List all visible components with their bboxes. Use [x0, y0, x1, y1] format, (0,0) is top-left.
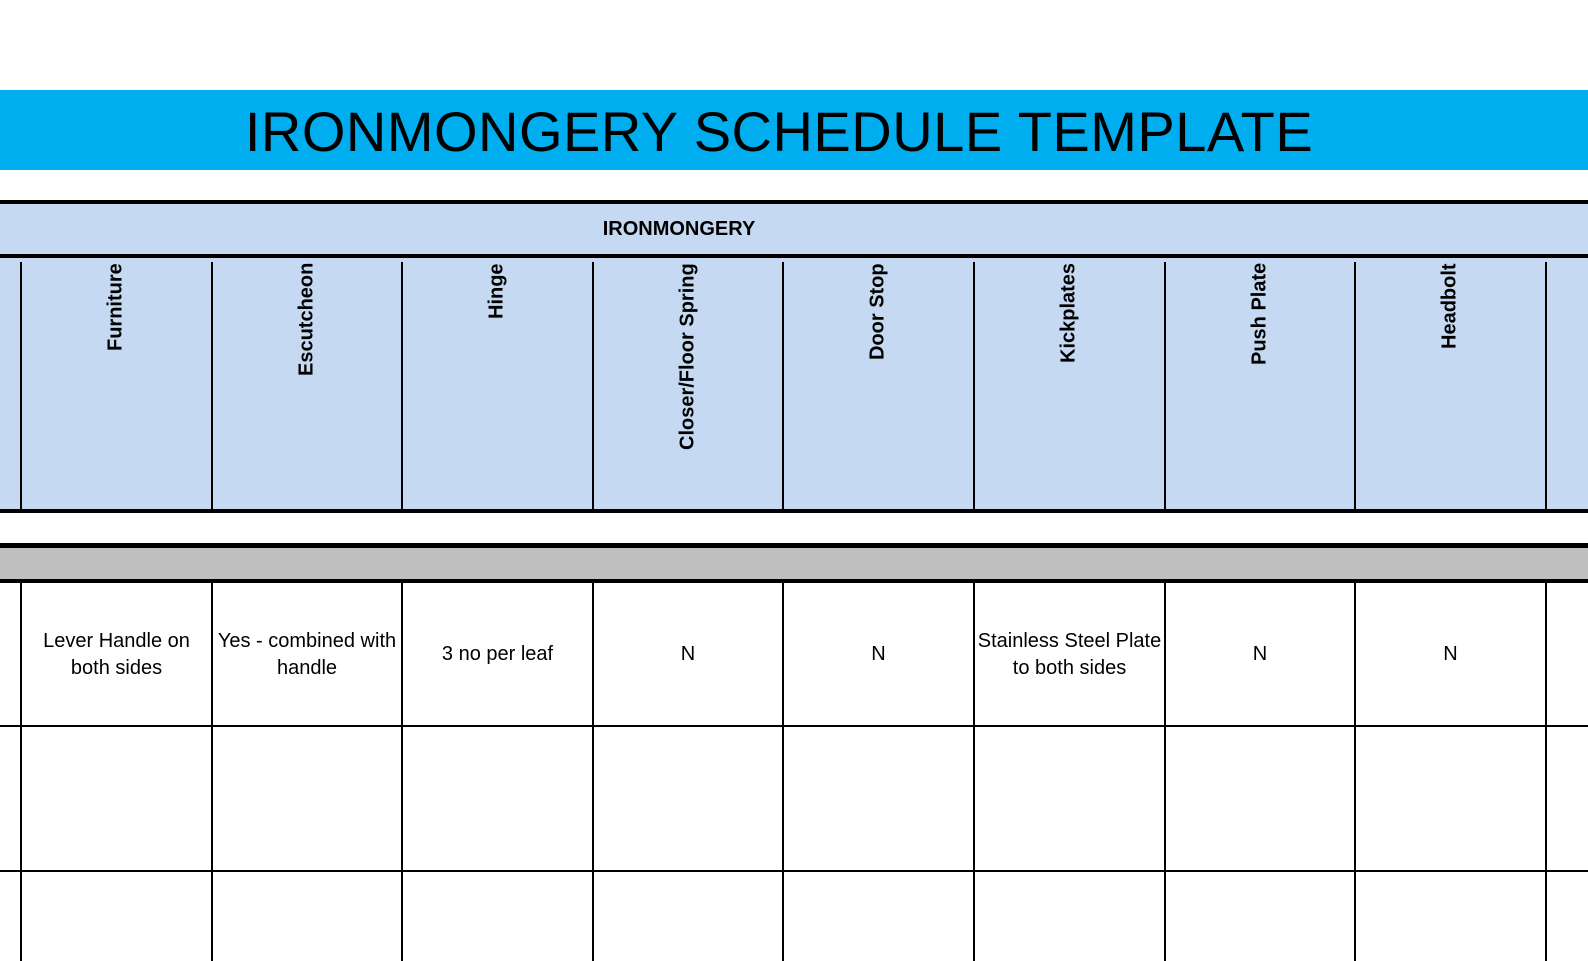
grid-line — [1545, 262, 1547, 511]
grid-line — [973, 262, 975, 511]
grid-line — [592, 262, 594, 511]
row-line — [0, 870, 1588, 872]
grid-line — [1164, 262, 1166, 511]
section-header — [0, 200, 1588, 258]
cell-kickplates[interactable]: Stainless Steel Plate to both sides — [977, 629, 1162, 679]
grid-line — [1354, 262, 1356, 511]
column-header-furniture: Furniture — [104, 263, 127, 351]
grid-line — [20, 262, 22, 511]
column-header-push-plate: Push Plate — [1248, 263, 1271, 366]
column-header-headbolt: Headbolt — [1438, 263, 1461, 349]
column-header-escutcheon: Escutcheon — [295, 263, 318, 377]
cell-headbolt[interactable]: N — [1443, 643, 1458, 665]
section-header-label: IRONMONGERY — [602, 217, 756, 240]
grid-line — [782, 262, 784, 511]
grid-line — [401, 262, 403, 511]
column-header-closer-floor-spring: Closer/Floor Spring — [676, 263, 699, 450]
cell-closer-floor-spring[interactable]: N — [680, 643, 696, 665]
cell-push-plate[interactable]: N — [1252, 643, 1268, 665]
column-header-hinge: Hinge — [485, 263, 508, 319]
column-header-kickplates: Kickplates — [1057, 263, 1080, 364]
grid-line — [1545, 583, 1547, 961]
cell-door-stop[interactable]: N — [871, 643, 886, 665]
grid-line — [211, 262, 213, 511]
cell-escutcheon[interactable]: Yes - combined with handle — [217, 629, 397, 679]
column-header-door-stop: Door Stop — [866, 263, 889, 360]
column-header-row — [0, 258, 1588, 513]
cell-furniture[interactable]: Lever Handle on both sides — [43, 629, 190, 679]
page-title: IRONMONGERY SCHEDULE TEMPLATE — [244, 100, 1314, 163]
title-band — [0, 90, 1588, 170]
separator-band — [0, 543, 1588, 583]
cell-hinge[interactable]: 3 no per leaf — [441, 643, 554, 665]
